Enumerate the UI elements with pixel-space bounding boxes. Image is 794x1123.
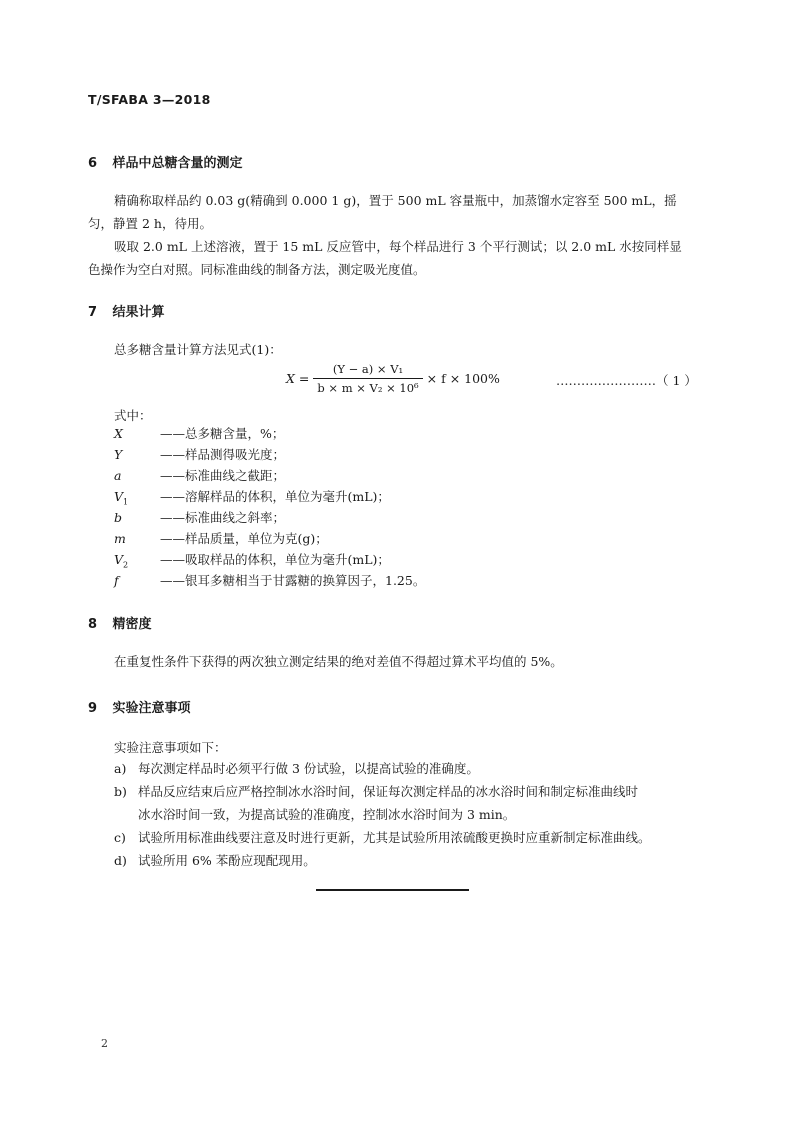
- formula-label: ……………………（ 1 ）: [556, 373, 697, 388]
- list-item-text: 试验所用标准曲线要注意及时进行更新，尤其是试验所用浓硫酸更换时应重新制定标准曲线。: [138, 830, 651, 845]
- variable-description: ——标准曲线之截距；: [160, 468, 286, 483]
- variable-symbol: b: [114, 510, 123, 525]
- section-title: 精密度: [112, 617, 152, 632]
- section-title: 实验注意事项: [112, 701, 191, 716]
- formula-rest: × f × 100%: [426, 371, 500, 386]
- formula-equals: =: [298, 371, 310, 386]
- variable-description: ——样品测得吸光度；: [160, 447, 286, 462]
- variable-description: ——银耳多糖相当于甘露糖的换算因子，1.25。: [160, 573, 426, 588]
- variable-description: ——标准曲线之斜率；: [160, 510, 286, 525]
- formula-numerator: (Y − a) × V₁: [332, 362, 404, 376]
- section-number: 8: [88, 617, 98, 632]
- variable-subscript: 1: [123, 497, 129, 507]
- paragraph-line: 在重复性条件下获得的两次独立测定结果的绝对差值不得超过算术平均值的 5%。: [114, 654, 563, 669]
- variable-subscript: 2: [123, 560, 129, 570]
- formula: [286, 362, 500, 395]
- variable-symbol: Y: [114, 447, 123, 462]
- variable-row: [114, 529, 328, 549]
- section-number: 9: [88, 701, 98, 716]
- variable-row: [114, 550, 390, 570]
- where-label: 式中：: [114, 408, 152, 423]
- section-title: 结果计算: [112, 305, 165, 320]
- paragraph-line: 匀，静置 2 h，待用。: [88, 216, 212, 231]
- section-7-heading: [88, 301, 165, 320]
- paragraph-line: 精确称取样品约 0.03 g(精确到 0.000 1 g)，置于 500 mL 容量瓶中，加蒸馏水定容至 500 mL，摇: [114, 193, 677, 208]
- list-item: [114, 759, 479, 777]
- variable-symbol: f: [114, 573, 119, 588]
- list-item-text: 每次测定样品时必须平行做 3 份试验，以提高试验的准确度。: [138, 761, 479, 776]
- variable-row: [114, 571, 425, 591]
- paragraph-line: 吸取 2.0 mL 上述溶液，置于 15 mL 反应管中，每个样品进行 3 个平行测试；以 2.0 mL 水按同样显: [114, 239, 682, 254]
- end-rule: [316, 889, 469, 891]
- list-marker: b): [114, 784, 127, 799]
- formula-fraction: [313, 362, 422, 395]
- list-marker: d): [114, 853, 127, 868]
- variable-symbol: a: [114, 468, 122, 483]
- variable-description: ——总多糖含量，%；: [160, 426, 285, 441]
- variable-row: [114, 487, 390, 507]
- section-6-heading: [88, 152, 243, 171]
- section-number: 7: [88, 305, 98, 320]
- variable-row: [114, 508, 285, 528]
- page-number: 2: [101, 1037, 108, 1050]
- formula-denominator: b × m × V₂ × 10⁶: [313, 378, 422, 395]
- variable-symbol: X: [114, 426, 123, 441]
- variable-description: ——溶解样品的体积，单位为毫升(mL)；: [160, 489, 390, 504]
- list-item: [114, 782, 638, 800]
- variable-description: ——吸取样品的体积，单位为毫升(mL)；: [160, 552, 390, 567]
- section-8-heading: [88, 613, 152, 632]
- variable-row: [114, 424, 284, 444]
- list-marker: c): [114, 830, 126, 845]
- variable-symbol: m: [114, 531, 126, 546]
- paragraph-line: 色操作为空白对照。同标准曲线的制备方法，测定吸光度值。: [88, 262, 426, 277]
- section-9-heading: [88, 697, 191, 716]
- formula-intro: 总多糖含量计算方法见式(1)：: [114, 342, 282, 357]
- variable-description: ——样品质量，单位为克(g)；: [160, 531, 328, 546]
- list-intro: 实验注意事项如下：: [114, 740, 227, 755]
- document-id: T/SFABA 3—2018: [88, 92, 211, 107]
- list-item-text: 试验所用 6% 苯酚应现配现用。: [138, 853, 316, 868]
- variable-symbol: V: [114, 552, 124, 567]
- section-title: 样品中总糖含量的测定: [112, 156, 243, 171]
- list-item: [114, 851, 316, 869]
- variable-symbol: V: [114, 489, 124, 504]
- list-item-text: 样品反应结束后应严格控制冰水浴时间，保证每次测定样品的冰水浴时间和制定标准曲线时: [138, 784, 639, 799]
- section-number: 6: [88, 156, 98, 171]
- variable-row: [114, 466, 285, 486]
- list-item-continuation: 冰水浴时间一致，为提高试验的准确度，控制冰水浴时间为 3 min。: [138, 807, 516, 822]
- list-item: [114, 828, 651, 846]
- variable-row: [114, 445, 285, 465]
- formula-lhs: X: [286, 371, 295, 386]
- list-marker: a): [114, 761, 127, 776]
